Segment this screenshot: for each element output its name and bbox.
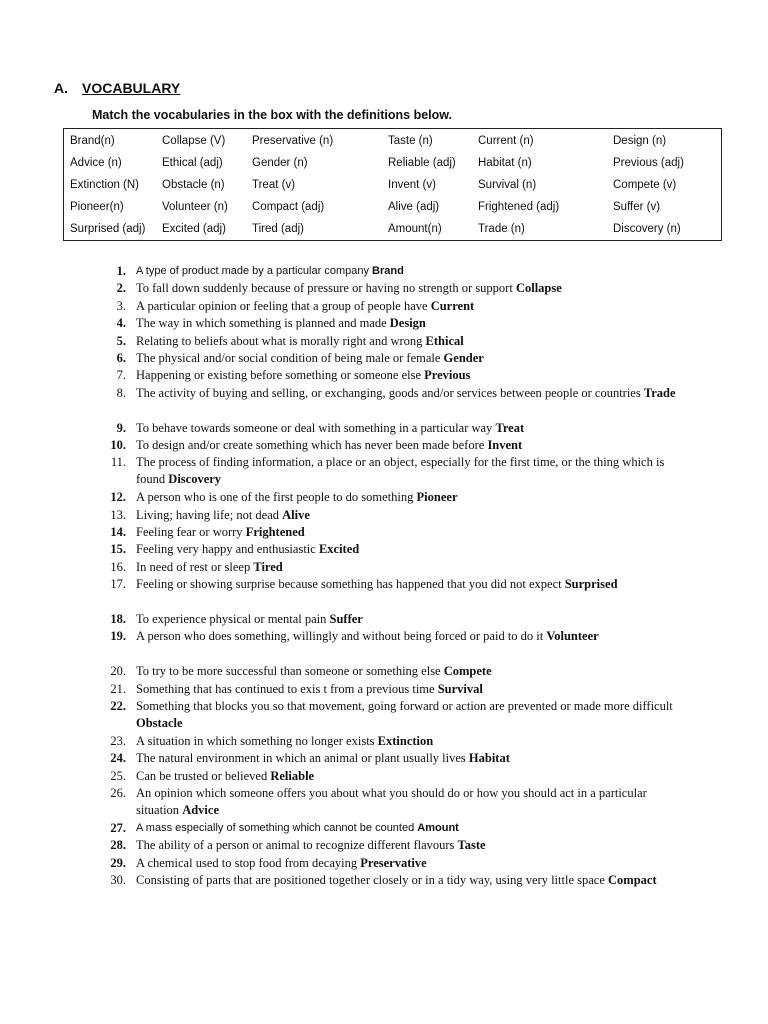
definition-number: 19. xyxy=(110,629,126,644)
vocab-word: Compact (adj) xyxy=(252,201,325,213)
definition-text-line xyxy=(136,698,676,732)
definition-text: A person who is one of the first people to do something xyxy=(136,490,414,505)
definition-text: The ability of a person or animal to recognize different flavours xyxy=(136,838,455,853)
definition-text: Consisting of parts that are positioned together closely or in a tidy way, using very little space xyxy=(136,873,605,887)
definition-text: To try to be more successful than someone or something else xyxy=(136,664,441,679)
definition-answer: Tired xyxy=(253,559,283,574)
definition-text-line xyxy=(136,820,676,837)
definition-text: Feeling very happy and enthusiastic xyxy=(136,542,316,557)
vocab-word: Design (n) xyxy=(613,135,667,147)
definition-number: 27. xyxy=(110,820,126,835)
definition-answer: Taste xyxy=(457,838,486,853)
definition-number: 28. xyxy=(110,838,126,853)
definition-text-line xyxy=(136,524,676,541)
definition-answer: Design xyxy=(389,316,426,331)
definition-number: 21. xyxy=(110,681,126,696)
definition-number: 15. xyxy=(110,542,126,557)
definition-text: A chemical used to stop food from decaying xyxy=(136,855,358,870)
definition-text-line xyxy=(136,437,676,454)
definition-text: To experience physical or mental pain xyxy=(136,612,327,626)
definition-number: 30. xyxy=(110,873,126,887)
definition-text-line xyxy=(136,681,676,698)
definition-answer: Frightened xyxy=(245,525,305,539)
definition-answer: Excited xyxy=(318,542,360,557)
definition-number: 5. xyxy=(116,333,126,348)
vocab-word: Volunteer (n) xyxy=(162,201,228,213)
definition-text: A person who does something, willingly and without being forced or paid to do it xyxy=(136,629,544,644)
definition-text: A situation in which something no longer exists xyxy=(136,733,375,748)
vocab-word: Surprised (adj) xyxy=(70,223,146,235)
definition-answer: Brand xyxy=(372,265,404,277)
definition-number: 1. xyxy=(116,264,126,278)
definition-text-line xyxy=(136,663,676,680)
definition-number: 14. xyxy=(110,525,126,539)
vocab-word: Extinction (N) xyxy=(70,179,140,191)
definition-text-line xyxy=(136,489,676,506)
instruction-text: Match the vocabularies in the box with the definitions below. xyxy=(92,108,452,122)
definition-answer: Ethical xyxy=(425,333,464,348)
definition-answer: Obstacle xyxy=(136,716,183,730)
definition-text: To fall down suddenly because of pressure or having no strength or support xyxy=(136,281,513,296)
definition-answer: Compete xyxy=(443,664,492,679)
definition-text: A type of product made by a particular company xyxy=(136,265,369,277)
vocab-word: Habitat (n) xyxy=(478,157,532,169)
definition-number: 26. xyxy=(110,786,126,800)
definition-text-line xyxy=(136,385,676,402)
definition-text-line xyxy=(136,333,676,350)
definition-answer: Surprised xyxy=(564,577,618,592)
vocab-word: Gender (n) xyxy=(252,157,308,169)
vocab-word: Trade (n) xyxy=(478,223,525,235)
definition-text-line xyxy=(136,507,676,524)
definition-text-line xyxy=(136,263,676,280)
definition-text-line xyxy=(136,541,676,558)
definition-number: 24. xyxy=(110,751,126,766)
definition-number: 25. xyxy=(110,768,126,783)
definition-number: 17. xyxy=(110,577,126,592)
vocab-word: Pioneer(n) xyxy=(70,201,124,213)
definition-text-line xyxy=(136,628,676,645)
definition-answer: Amount xyxy=(417,821,459,834)
vocab-word: Suffer (v) xyxy=(613,201,661,213)
definition-text-line xyxy=(136,454,676,488)
definition-text-line xyxy=(136,785,676,819)
definition-text: The activity of buying and selling, or exchanging, goods and/or services between people or countries xyxy=(136,385,641,400)
vocab-word: Alive (adj) xyxy=(388,201,440,213)
vocab-word: Excited (adj) xyxy=(162,223,226,235)
section-heading xyxy=(54,80,180,96)
definition-answer: Gender xyxy=(443,351,484,365)
definition-number: 8. xyxy=(116,385,126,400)
vocab-word: Brand(n) xyxy=(70,135,115,147)
definition-answer: Trade xyxy=(643,385,676,400)
definition-answer: Volunteer xyxy=(546,629,599,644)
definition-answer: Treat xyxy=(495,420,525,435)
definition-text: An opinion which someone offers you about what you should do or how you should act in a particular situation xyxy=(136,786,647,817)
definition-number: 3. xyxy=(116,298,126,313)
definition-answer: Compact xyxy=(608,873,657,887)
definition-number: 18. xyxy=(110,612,126,626)
definition-text-line xyxy=(136,837,676,854)
definition-number: 6. xyxy=(116,351,126,365)
section-title: VOCABULARY xyxy=(82,80,181,96)
definition-answer: Alive xyxy=(282,507,310,522)
vocab-word: Ethical (adj) xyxy=(162,157,223,169)
vocab-word: Current (n) xyxy=(478,135,534,147)
definition-answer: Invent xyxy=(487,438,523,452)
definition-answer: Suffer xyxy=(329,612,363,626)
section-letter: A. xyxy=(54,80,68,96)
definition-text-line xyxy=(136,420,676,437)
definition-answer: Advice xyxy=(182,803,219,817)
definition-answer: Discovery xyxy=(168,472,222,487)
vocab-word: Treat (v) xyxy=(252,179,296,191)
definition-text-line xyxy=(136,350,676,367)
definition-answer: Habitat xyxy=(468,751,510,766)
definition-text: Living; having life; not dead xyxy=(136,507,280,522)
definition-text-line xyxy=(136,733,676,750)
definition-text: Can be trusted or believed xyxy=(136,768,268,783)
definition-text-line xyxy=(136,298,676,315)
definition-text-line xyxy=(136,576,676,593)
vocab-word: Survival (n) xyxy=(478,179,537,191)
definition-number: 22. xyxy=(110,699,126,713)
definition-text: The natural environment in which an animal or plant usually lives xyxy=(136,751,466,766)
definition-text: The process of finding information, a place or an object, especially for the first time, or the thing which is found xyxy=(136,455,665,487)
definition-text: The way in which something is planned and made xyxy=(136,316,387,331)
definition-text: Feeling or showing surprise because something has happened that you did not expect xyxy=(136,577,562,592)
vocab-word: Invent (v) xyxy=(388,179,436,191)
definition-text: Relating to beliefs about what is morally right and wrong xyxy=(136,333,423,348)
definition-text: Something that blocks you so that movement, going forward or action are prevented or made more difficult xyxy=(136,699,673,713)
vocab-word: Previous (adj) xyxy=(613,157,684,169)
vocab-word: Collapse (V) xyxy=(162,135,226,147)
definition-text-line xyxy=(136,315,676,332)
definition-number: 7. xyxy=(116,368,126,383)
vocab-word: Preservative (n) xyxy=(252,135,334,147)
definition-number: 10. xyxy=(110,438,126,452)
definition-answer: Preservative xyxy=(360,855,427,870)
definition-number: 11. xyxy=(110,455,126,470)
definition-text: Something that has continued to exis t from a previous time xyxy=(136,681,435,696)
definition-text: Feeling fear or worry xyxy=(136,525,243,539)
definition-text: To design and/or create something which has never been made before xyxy=(136,438,485,452)
vocab-word: Frightened (adj) xyxy=(478,201,560,213)
definition-answer: Current xyxy=(430,298,475,313)
definition-text-line xyxy=(136,280,676,297)
definition-answer: Pioneer xyxy=(416,490,458,505)
vocab-word: Amount(n) xyxy=(388,223,442,235)
definition-number: 13. xyxy=(110,507,126,522)
definition-answer: Collapse xyxy=(515,281,562,296)
definition-answer: Previous xyxy=(424,368,471,383)
definition-text: The physical and/or social condition of being male or female xyxy=(136,351,441,365)
definition-text-line xyxy=(136,559,676,576)
definition-number: 9. xyxy=(116,420,126,435)
definition-text: A mass especially of something which cannot be counted xyxy=(136,821,415,834)
definition-text: To behave towards someone or deal with something in a particular way xyxy=(136,420,493,435)
definition-text: In need of rest or sleep xyxy=(136,559,251,574)
definition-number: 12. xyxy=(110,490,126,505)
vocab-word: Taste (n) xyxy=(388,135,433,147)
vocab-word: Tired (adj) xyxy=(252,223,304,235)
vocab-word: Compete (v) xyxy=(613,179,677,191)
definition-text-line xyxy=(136,611,676,628)
definition-text-line xyxy=(136,367,676,384)
definition-text-line xyxy=(136,750,676,767)
definition-answer: Extinction xyxy=(377,733,434,748)
definition-text-line xyxy=(136,768,676,785)
definition-text: Happening or existing before something or someone else xyxy=(136,368,421,383)
definition-number: 29. xyxy=(110,855,126,870)
definition-text-line xyxy=(136,872,676,889)
vocab-word: Obstacle (n) xyxy=(162,179,225,191)
vocab-word: Reliable (adj) xyxy=(388,157,456,169)
definition-number: 20. xyxy=(110,664,126,679)
definition-answer: Reliable xyxy=(270,768,315,783)
definition-number: 23. xyxy=(110,733,126,748)
definition-number: 2. xyxy=(116,281,126,296)
vocab-word: Advice (n) xyxy=(70,157,122,169)
definition-number: 16. xyxy=(110,559,126,574)
definition-text: A particular opinion or feeling that a group of people have xyxy=(136,298,428,313)
vocabulary-box xyxy=(63,128,722,241)
definition-text-line xyxy=(136,855,676,872)
vocab-word: Discovery (n) xyxy=(613,223,681,235)
definition-number: 4. xyxy=(116,316,126,331)
definition-answer: Survival xyxy=(437,681,483,696)
